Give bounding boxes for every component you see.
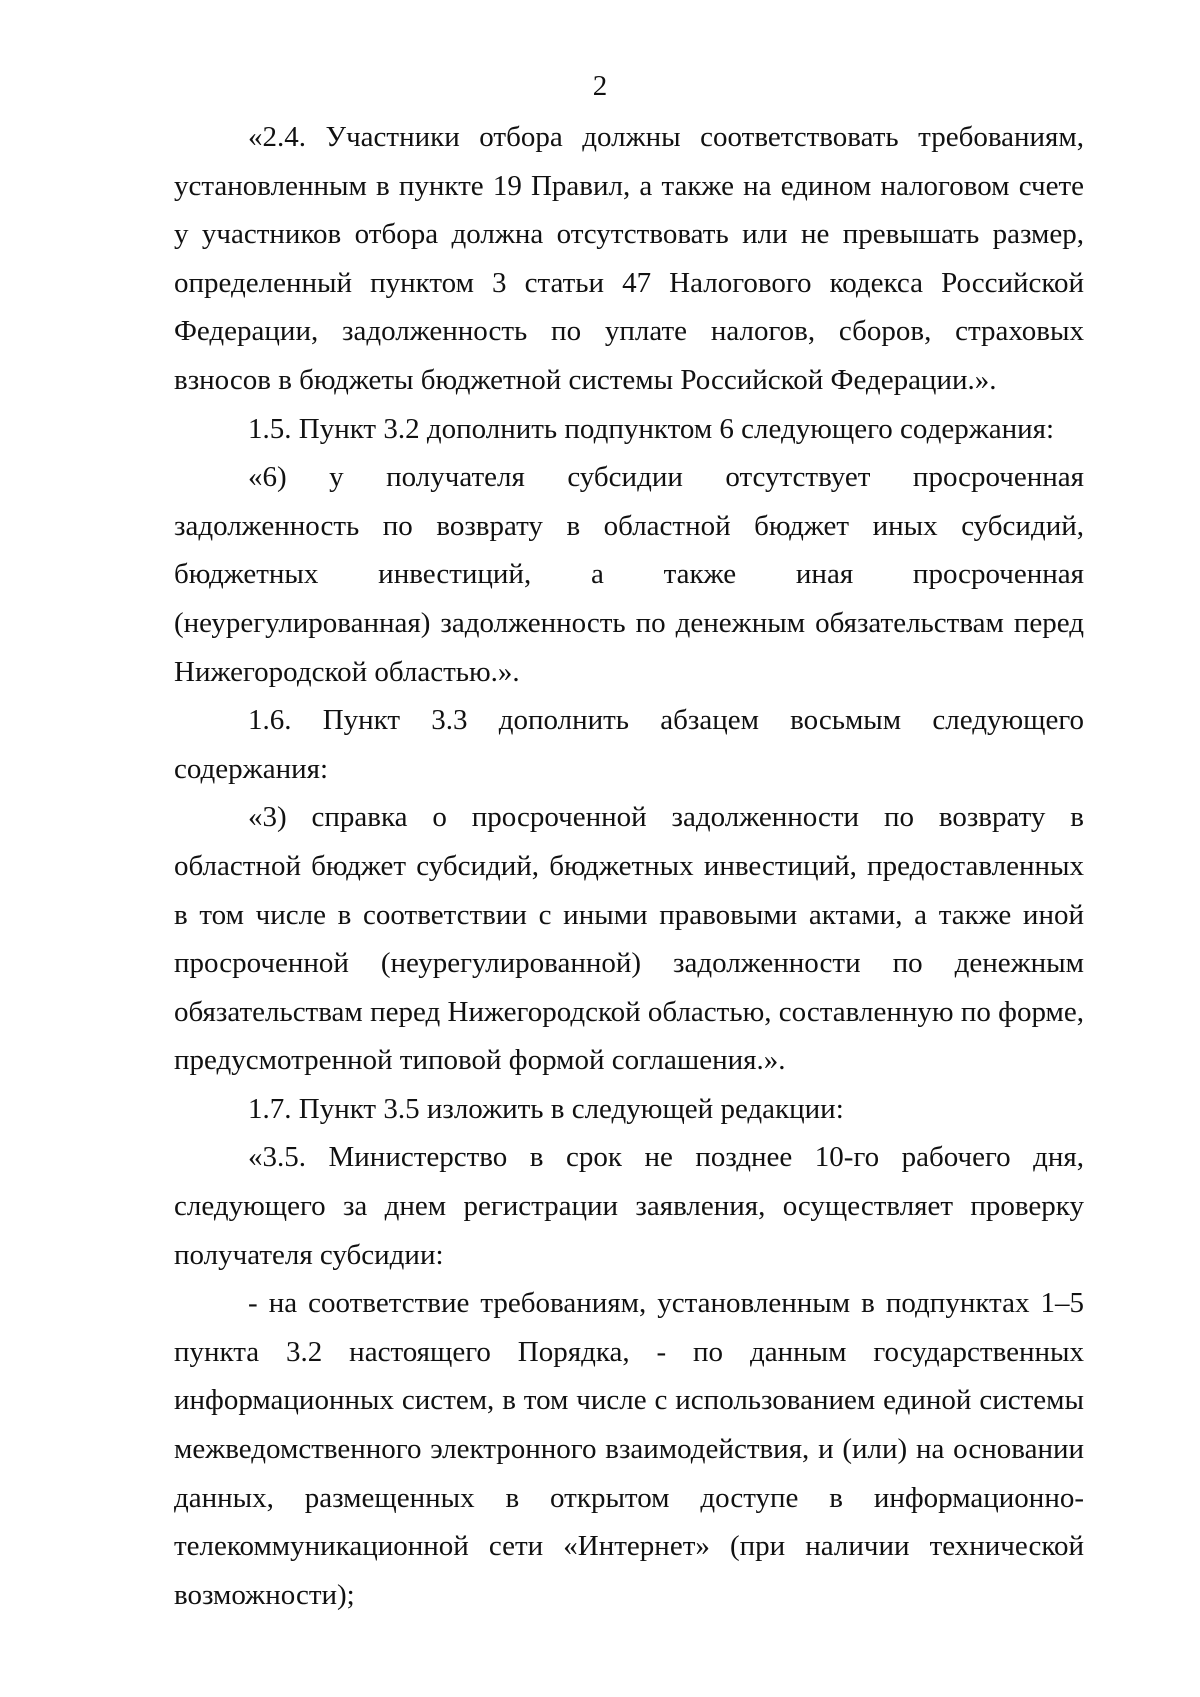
paragraph-1-6-amendment: 1.6. Пункт 3.3 дополнить абзацем восьмым следующего содержания: [174,704,1084,785]
paragraph-2-4-requirements: «2.4. Участники отбора должны соответствовать требованиям, установленным в пункте 19 Правил, а также на едином налоговом счете у участников отбора должна отсутствовать или не превышать размер, определенный пунктом 3 статьи 47 Налогового кодекса Российской Федерации, задолженность по уплате налогов, сборов, страховых взносов в бюджеты бюджетной системы Российской Федерации.». [174,121,1084,396]
paragraph-subitem-3-certificate: «3) справка о просроченной задолженности по возврату в областной бюджет субсидий, бюджетных инвестиций, предоставленных в том числе в соответствии с иными правовыми актами, а также иной просроченной (неурегулированной) задолженности по денежным обязательствам перед Нижегородской областью, составленную по форме, предусмотренной типовой формой соглашения.». [174,801,1084,1077]
paragraph-3-5-ministry-check: «3.5. Министерство в срок не позднее 10-го рабочего дня, следующего за днем регистрации заявления, осуществляет проверку получателя субсидии: [174,1141,1084,1271]
paragraph-1-7-amendment: 1.7. Пункт 3.5 изложить в следующей редакции: [248,1092,844,1125]
paragraph-list-item-requirements: - на соответствие требованиям, установленным в подпунктах 1–5 пункта 3.2 настоящего Порядка, - по данным государственных информационных систем, в том числе с использованием единой системы межведомственного электронного взаимодействия, и (или) на основании данных, размещенных в открытом доступе в информационно-телекоммуникационной сети «Интернет» (при наличии технической возможности); [174,1287,1084,1611]
document-body [174,113,1084,1619]
page-number: 2 [592,70,608,102]
paragraph-subitem-6: «6) у получателя субсидии отсутствует просроченная задолженность по возврату в областной бюджет иных субсидий, бюджетных инвестиций, а также иная просроченная (неурегулированная) задолженность по денежным обязательствам перед Нижегородской областью.». [174,461,1084,688]
paragraph-1-5-amendment: 1.5. Пункт 3.2 дополнить подпунктом 6 следующего содержания: [248,412,1055,445]
